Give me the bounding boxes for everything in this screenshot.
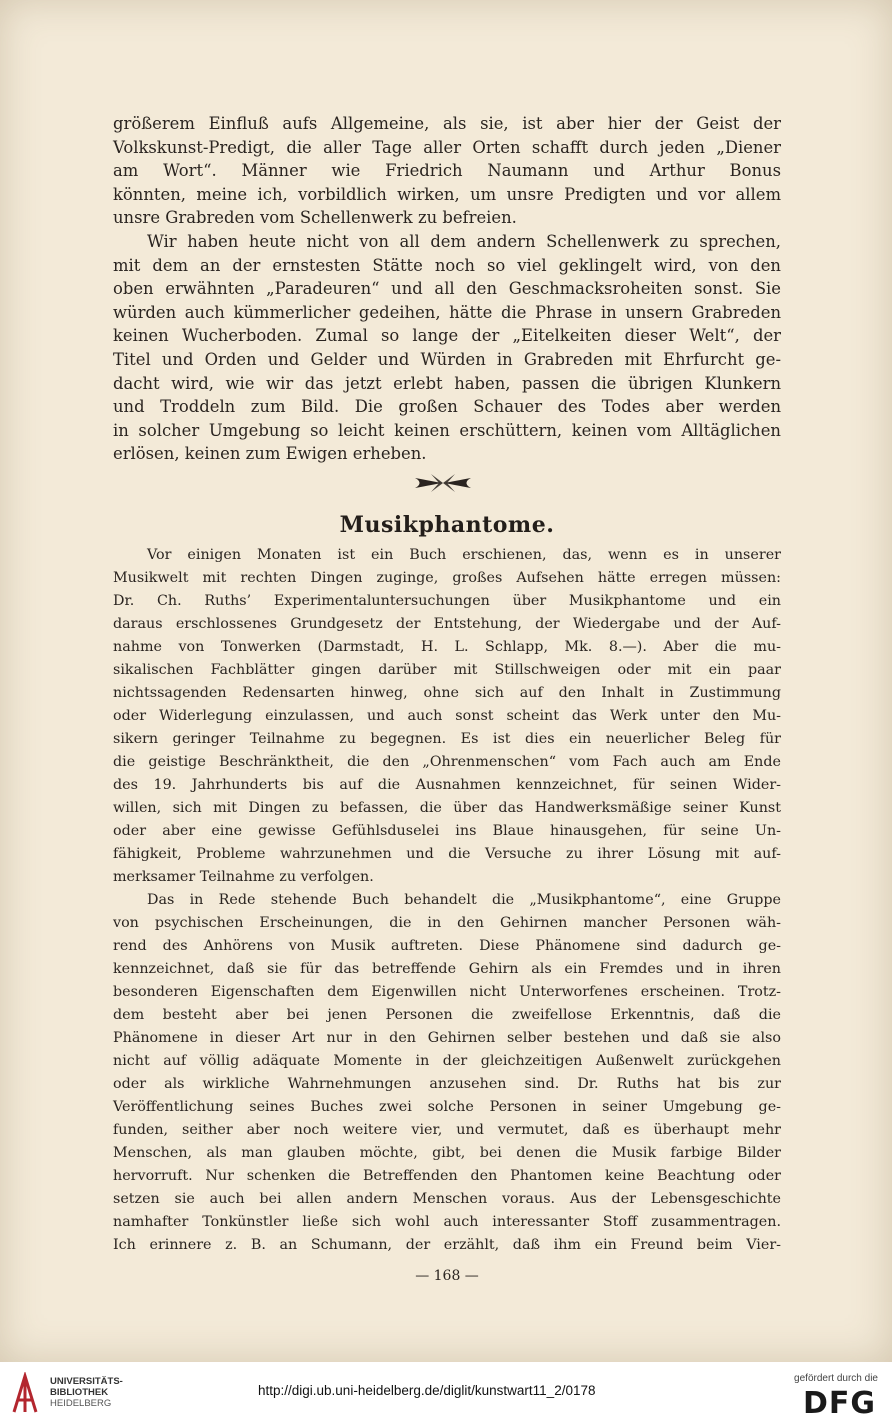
text-line: Das in Rede stehende Buch behandelt die „Musikphantome“, eine Gruppe: [147, 892, 781, 908]
text-line: in solcher Umgebung so leicht keinen erschüttern, keinen vom Alltäglichen: [113, 420, 781, 440]
text-line: namhafter Tonkünstler ließe sich wohl auch interessanter Stoff zusammentragen.: [113, 1214, 781, 1230]
text-line: Wir haben heute nicht von all dem andern Schellenwerk zu sprechen,: [147, 231, 781, 251]
text-line: Dr. Ch. Ruths’ Experimentaluntersuchungen über Musikphantome und ein: [113, 593, 781, 609]
text-line: mit dem an der ernstesten Stätte noch so viel geklingelt wird, von den: [113, 255, 781, 275]
library-name-line: HEIDELBERG: [50, 1398, 112, 1409]
text-line: könnten, meine ich, vorbildlich wirken, um unsre Predigten und vor allem: [113, 184, 781, 204]
text-line: fähigkeit, Probleme wahrzunehmen und die Versuche zu ihrer Lösung mit auf-: [113, 846, 781, 862]
text-line: oder Widerlegung einzulassen, und auch sonst scheint das Werk unter den Mu-: [113, 708, 781, 724]
text-line: am Wort“. Männer wie Friedrich Naumann und Arthur Bonus: [113, 161, 781, 181]
text-line: von psychischen Erscheinungen, die in den Gehirnen mancher Personen wäh-: [113, 915, 781, 931]
text-line: oder als wirkliche Wahrnehmungen anzusehen sind. Dr. Ruths hat bis zur: [113, 1076, 781, 1092]
text-line: dem besteht aber bei jenen Personen die zweifellose Erkenntnis, daß die: [113, 1007, 781, 1023]
text-line: Veröffentlichung seines Buches zwei solche Personen in seiner Umgebung ge-: [113, 1099, 781, 1115]
text-line: größerem Einfluß aufs Allgemeine, als sie, ist aber hier der Geist der: [113, 114, 781, 133]
paragraph-2: [113, 230, 781, 466]
section-musikphantome: [113, 544, 781, 1257]
funded-by-text: gefördert durch die: [794, 1373, 878, 1384]
text-line: merksamer Teilnahme zu verfolgen.: [113, 869, 374, 885]
text-line: erlösen, keinen zum Ewigen erheben.: [113, 444, 427, 464]
permalink-url[interactable]: http://digi.ub.uni-heidelberg.de/diglit/kunstwart11_2/0178: [258, 1383, 596, 1398]
paragraph-3: [113, 544, 781, 889]
text-line: dacht wird, wie wir das jetzt erlebt haben, passen die übrigen Klunkern: [113, 373, 781, 393]
text-line: und Troddeln zum Bild. Die großen Schauer des Todes aber werden: [113, 397, 781, 417]
article-title: Musikphantome.: [339, 512, 555, 538]
dfg-logo[interactable]: DFG: [802, 1386, 876, 1421]
page-number: — 168 —: [415, 1268, 479, 1284]
section-top: [113, 112, 781, 466]
text-line: hervorruft. Nur schenken die Betreffenden den Phantomen keine Beachtung oder: [113, 1168, 781, 1184]
text-line: oben erwähnten „Paradeuren“ und all den Geschmacksroheiten sonst. Sie: [113, 279, 781, 299]
text-line: oder aber eine gewisse Gefühlsduselei ins Blaue hinausgehen, für seine Un-: [113, 823, 781, 839]
ornament-divider-icon: [413, 470, 473, 496]
library-name-line: UNIVERSITÄTS-: [50, 1376, 123, 1387]
viewer-footer: [0, 1362, 892, 1427]
text-line: die geistige Beschränktheit, die den „Ohrenmenschen“ vom Fach auch am Ende: [113, 754, 781, 770]
text-line: nicht auf völlig adäquate Momente in der gleichzeitigen Außenwelt zurückgehen: [113, 1053, 781, 1069]
text-line: Titel und Orden und Gelder und Würden in Grabreden mit Ehrfurcht ge-: [113, 349, 781, 369]
university-library-logo-icon[interactable]: [10, 1372, 40, 1416]
text-line: Musikwelt mit rechten Dingen zuginge, großes Aufsehen hätte erregen müssen:: [113, 570, 781, 586]
text-line: Vor einigen Monaten ist ein Buch erschienen, das, wenn es in unserer: [147, 547, 781, 563]
library-name: [50, 1376, 123, 1409]
text-line: rend des Anhörens von Musik auftreten. Diese Phänomene sind dadurch ge-: [113, 938, 781, 954]
text-line: sikalischen Fachblätter gingen darüber mit Stillschweigen oder mit ein paar: [113, 662, 781, 678]
text-line: sikern geringer Teilnahme zu begegnen. Es ist dies ein neuerlicher Beleg für: [113, 731, 781, 747]
text-line: würden auch kümmerlicher gedeihen, hätte die Phrase in unsern Grabreden: [113, 302, 781, 322]
text-line: funden, seither aber noch weitere vier, und vermutet, daß es überhaupt mehr: [113, 1122, 781, 1138]
text-line: setzen sie auch bei allen andern Menschen voraus. Aus der Lebensgeschichte: [113, 1191, 781, 1207]
paragraph-1: [113, 112, 781, 230]
text-line: willen, sich mit Dingen zu befassen, die über das Handwerksmäßige seiner Kunst: [113, 800, 781, 816]
text-line: nichtssagenden Redensarten hinweg, ohne sich auf den Inhalt in Zustimmung: [113, 685, 781, 701]
text-line: keinen Wucherboden. Zumal so lange der „Eitelkeiten dieser Welt“, der: [113, 326, 781, 346]
text-line: kennzeichnet, daß sie für das betreffende Gehirn als ein Fremdes und in ihren: [113, 961, 781, 977]
text-line: besonderen Eigenschaften dem Eigenwillen nicht Unterworfenes erscheinen. Trotz-: [113, 984, 781, 1000]
library-name-line: BIBLIOTHEK: [50, 1387, 109, 1398]
text-line: Volkskunst-Predigt, die aller Tage aller Orten schafft durch jeden „Diener: [113, 137, 781, 157]
text-line: nahme von Tonwerken (Darmstadt, H. L. Schlapp, Mk. 8.—). Aber die mu-: [113, 639, 781, 655]
text-line: daraus erschlossenes Grundgesetz der Entstehung, der Wiedergabe und der Auf-: [113, 616, 781, 632]
paragraph-4: [113, 889, 781, 1257]
text-line: Ich erinnere z. B. an Schumann, der erzählt, daß ihm ein Freund beim Vier-: [113, 1237, 781, 1253]
text-line: des 19. Jahrhunderts bis auf die Ausnahmen kennzeichnet, für seinen Wider-: [113, 777, 781, 793]
text-line: Menschen, als man glauben möchte, gibt, bei denen die Musik farbige Bilder: [113, 1145, 781, 1161]
text-line: unsre Grabreden vom Schellenwerk zu befreien.: [113, 208, 517, 228]
text-line: Phänomene in dieser Art nur in den Gehirnen selber bestehen und daß sie also: [113, 1030, 781, 1046]
